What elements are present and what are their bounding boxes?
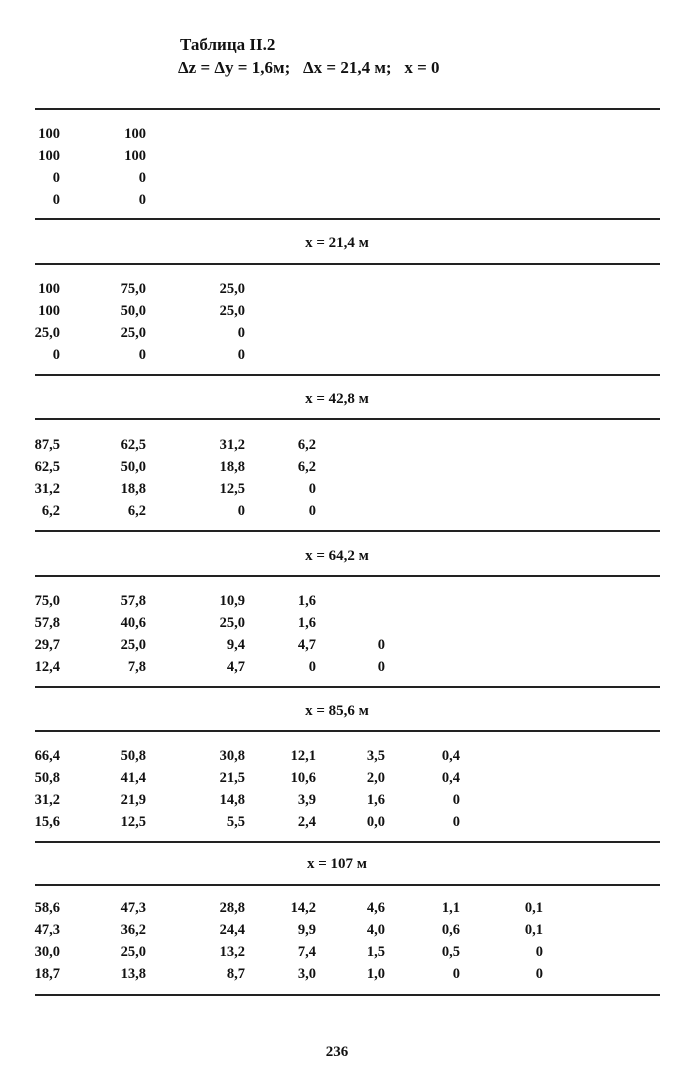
page-number: 236	[325, 1044, 349, 1060]
horizontal-rule	[35, 686, 660, 688]
table-cell: 66,4	[34, 748, 60, 764]
table-cell: 8,7	[226, 966, 245, 982]
table-cell: 62,5	[120, 437, 146, 453]
table-cell: 0,1	[524, 922, 543, 938]
table-cell: 25,0	[120, 637, 146, 653]
section-label: x = 42,8 м	[305, 391, 369, 407]
table-cell: 12,4	[34, 659, 60, 675]
table-parameters: Δz = Δy = 1,6м; Δx = 21,4 м; x = 0	[178, 58, 440, 77]
table-cell: 50,8	[120, 748, 146, 764]
table-cell: 0	[452, 792, 460, 808]
table-cell: 0,4	[441, 770, 460, 786]
horizontal-rule	[35, 218, 660, 220]
table-cell: 3,9	[297, 792, 316, 808]
table-cell: 100	[124, 126, 146, 142]
table-cell: 14,2	[290, 900, 316, 916]
table-cell: 0	[237, 325, 245, 341]
table-cell: 1,6	[297, 593, 316, 609]
table-cell: 0	[535, 966, 543, 982]
table-cell: 75,0	[34, 593, 60, 609]
table-cell: 50,0	[120, 459, 146, 475]
table-cell: 4,7	[226, 659, 245, 675]
table-cell: 10,9	[219, 593, 245, 609]
table-cell: 25,0	[219, 303, 245, 319]
table-cell: 47,3	[34, 922, 60, 938]
table-cell: 0	[52, 170, 60, 186]
table-cell: 0	[237, 503, 245, 519]
table-cell: 0	[308, 503, 316, 519]
horizontal-rule	[35, 530, 660, 532]
table-cell: 0	[138, 170, 146, 186]
table-cell: 3,5	[366, 748, 385, 764]
table-cell: 75,0	[120, 281, 146, 297]
table-cell: 29,7	[34, 637, 60, 653]
table-cell: 6,2	[297, 459, 316, 475]
table-cell: 7,8	[127, 659, 146, 675]
table-cell: 0	[308, 481, 316, 497]
table-cell: 0	[52, 192, 60, 208]
horizontal-rule	[35, 575, 660, 577]
table-cell: 21,9	[120, 792, 146, 808]
table-cell: 0	[138, 192, 146, 208]
table-cell: 1,0	[366, 966, 385, 982]
table-title: Таблица II.2	[180, 35, 276, 54]
table-cell: 25,0	[120, 944, 146, 960]
table-cell: 9,4	[226, 637, 245, 653]
table-cell: 6,2	[297, 437, 316, 453]
table-cell: 0	[377, 659, 385, 675]
table-cell: 0	[237, 347, 245, 363]
table-cell: 1,5	[366, 944, 385, 960]
table-cell: 25,0	[34, 325, 60, 341]
horizontal-rule	[35, 841, 660, 843]
table-cell: 12,5	[219, 481, 245, 497]
table-cell: 87,5	[34, 437, 60, 453]
section-label: x = 107 м	[306, 856, 367, 872]
table-cell: 18,8	[120, 481, 146, 497]
table-cell: 30,0	[34, 944, 60, 960]
table-cell: 4,0	[366, 922, 385, 938]
table-cell: 4,7	[297, 637, 316, 653]
table-cell: 57,8	[120, 593, 146, 609]
table-cell: 0	[138, 347, 146, 363]
table-cell: 41,4	[120, 770, 146, 786]
horizontal-rule	[35, 418, 660, 420]
table-cell: 30,8	[219, 748, 245, 764]
horizontal-rule	[35, 730, 660, 732]
section-label: x = 21,4 м	[305, 235, 369, 251]
table-cell: 25,0	[120, 325, 146, 341]
table-cell: 0	[535, 944, 543, 960]
table-cell: 100	[38, 303, 60, 319]
section-label: x = 64,2 м	[305, 548, 369, 564]
table-cell: 25,0	[219, 281, 245, 297]
table-cell: 58,6	[34, 900, 60, 916]
table-cell: 2,0	[366, 770, 385, 786]
table-cell: 10,6	[290, 770, 316, 786]
horizontal-rule	[35, 884, 660, 886]
table-cell: 14,8	[219, 792, 245, 808]
table-cell: 7,4	[297, 944, 316, 960]
table-cell: 9,9	[297, 922, 316, 938]
table-cell: 0,1	[524, 900, 543, 916]
horizontal-rule	[35, 108, 660, 110]
table-cell: 2,4	[297, 814, 316, 830]
table-cell: 3,0	[297, 966, 316, 982]
table-cell: 1,1	[441, 900, 460, 916]
table-cell: 50,0	[120, 303, 146, 319]
table-cell: 0	[452, 966, 460, 982]
table-cell: 12,5	[120, 814, 146, 830]
table-cell: 21,5	[219, 770, 245, 786]
table-cell: 57,8	[34, 615, 60, 631]
table-cell: 0	[452, 814, 460, 830]
table-cell: 4,6	[366, 900, 385, 916]
table-cell: 36,2	[120, 922, 146, 938]
table-cell: 0	[308, 659, 316, 675]
table-cell: 0	[377, 637, 385, 653]
table-cell: 100	[38, 281, 60, 297]
table-cell: 0,5	[441, 944, 460, 960]
table-cell: 28,8	[219, 900, 245, 916]
table-cell: 12,1	[290, 748, 316, 764]
table-cell: 1,6	[297, 615, 316, 631]
table-cell: 50,8	[34, 770, 60, 786]
table-cell: 6,2	[41, 503, 60, 519]
table-cell: 31,2	[219, 437, 245, 453]
table-cell: 25,0	[219, 615, 245, 631]
table-cell: 0	[52, 347, 60, 363]
table-cell: 18,7	[34, 966, 60, 982]
table-cell: 40,6	[120, 615, 146, 631]
table-cell: 31,2	[34, 792, 60, 808]
table-cell: 6,2	[127, 503, 146, 519]
table-cell: 100	[38, 126, 60, 142]
table-cell: 31,2	[34, 481, 60, 497]
section-label: x = 85,6 м	[305, 703, 369, 719]
table-cell: 0,0	[366, 814, 385, 830]
table-cell: 18,8	[219, 459, 245, 475]
table-cell: 13,2	[219, 944, 245, 960]
table-cell: 5,5	[226, 814, 245, 830]
horizontal-rule	[35, 374, 660, 376]
table-cell: 0,4	[441, 748, 460, 764]
table-cell: 0,6	[441, 922, 460, 938]
horizontal-rule	[35, 994, 660, 996]
horizontal-rule	[35, 263, 660, 265]
table-cell: 100	[38, 148, 60, 164]
table-cell: 13,8	[120, 966, 146, 982]
table-cell: 62,5	[34, 459, 60, 475]
table-cell: 24,4	[219, 922, 245, 938]
table-cell: 100	[124, 148, 146, 164]
table-cell: 15,6	[34, 814, 60, 830]
table-cell: 47,3	[120, 900, 146, 916]
table-cell: 1,6	[366, 792, 385, 808]
